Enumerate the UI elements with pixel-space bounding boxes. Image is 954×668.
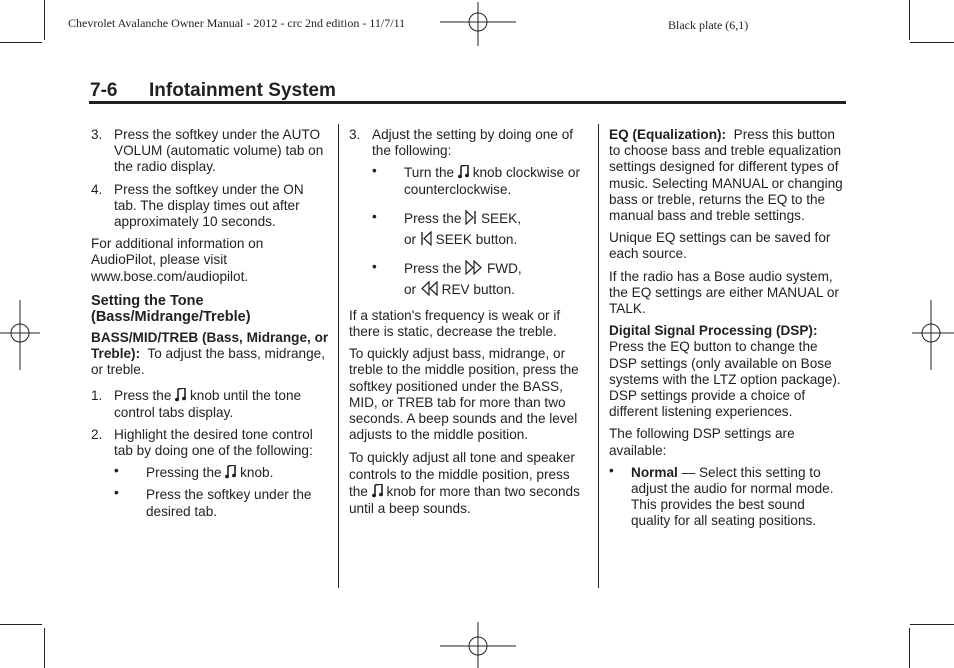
crop-mark (44, 628, 45, 668)
paragraph: If a station's frequency is weak or if there is static, decrease the treble. (349, 307, 561, 340)
section-title: Infotainment System (149, 80, 336, 101)
list-item: • Turn the knob clockwise or counterclockwise. (372, 163, 580, 197)
info-paragraph: For additional information on AudioPilot, please visit www.bose.com/audiopilot. (91, 236, 264, 284)
bass-paragraph: BASS/MID/TREB (Bass, Midrange, or Treble): To adjust the bass, midrange, or treble. (91, 329, 329, 378)
list-item: • Press the FWD, or REV button. (372, 258, 522, 297)
crop-mark (0, 42, 42, 43)
paragraph: To quickly adjust bass, midrange, or treble to the middle position, press the softkey positioned under the BASS, MID, or TREB tab for more than two seconds. A beep sounds and the level adjusts to the middle position. (349, 346, 579, 443)
step-4: 4. Press the softkey under the ON tab. The display times out after approximately 10 seconds. (91, 181, 304, 230)
list-item: • Press the SEEK, or SEEK button. (372, 208, 522, 247)
music-note-knob-icon (175, 388, 186, 402)
registration-mark-icon (440, 622, 516, 668)
step-3: 3. Adjust the setting by doing one of the following: (349, 127, 574, 159)
seek-back-icon (420, 231, 432, 246)
print-header: Chevrolet Avalanche Owner Manual - 2012 - crc 2nd edition - 11/7/11 (68, 16, 406, 30)
crop-mark (0, 624, 42, 625)
list-item: • Normal — Select this setting to adjust the audio for normal mode. This provides the best sound quality for all seating positions. (609, 462, 834, 529)
crop-mark (910, 42, 954, 43)
registration-mark-icon (440, 2, 516, 46)
tone-step-2: 2. Highlight the desired tone control tab by doing one of the following: (91, 426, 313, 459)
crop-mark (44, 0, 45, 40)
paragraph: If the radio has a Bose audio system, the EQ settings are either MANUAL or TALK. (609, 268, 839, 317)
crop-mark (909, 0, 910, 40)
registration-mark-icon (912, 300, 954, 370)
list-item: • Press the softkey under the desired tab. (114, 485, 312, 519)
step-3: 3. Press the softkey under the AUTO VOLUM (automatic volume) tab on the radio display. (91, 127, 324, 175)
dsp-paragraph: Digital Signal Processing (DSP): Press the EQ button to change the DSP settings (only available on Bose systems with the LTZ option package). DSP settings provide a choice of different listening experiences. (609, 323, 841, 420)
registration-mark-icon (0, 300, 40, 370)
plate-label: Black plate (6,1) (668, 18, 749, 32)
rewind-icon (420, 281, 438, 296)
column-3 (609, 127, 847, 536)
column-divider (598, 124, 599, 588)
tone-step-1: 1. Press the knob until the tone control tabs display. (91, 388, 302, 420)
crop-mark (910, 624, 954, 625)
fast-forward-icon (465, 260, 483, 275)
tone-heading: Setting the Tone (Bass/Midrange/Treble) (91, 292, 251, 326)
seek-forward-icon (465, 210, 477, 225)
header-rule (89, 101, 846, 104)
paragraph: To quickly adjust all tone and speaker controls to the middle position, press the knob for more than two seconds until a beep sounds. (349, 450, 580, 517)
column-2 (349, 127, 587, 523)
column-divider (338, 124, 339, 588)
list-item: • Pressing the knob. (114, 463, 274, 481)
paragraph: The following DSP settings are available: (609, 426, 795, 458)
music-note-knob-icon (372, 484, 383, 498)
crop-mark (909, 628, 910, 668)
music-note-knob-icon (458, 165, 469, 179)
music-note-knob-icon (225, 465, 236, 479)
paragraph: Unique EQ settings can be saved for each source. (609, 230, 831, 262)
column-1 (91, 127, 329, 526)
eq-paragraph: EQ (Equalization): Press this button to choose bass and treble equalization settings designed for different types of music. Selecting MANUAL or changing bass or treble, returns the EQ to the manual bass and treble settings. (609, 127, 843, 224)
section-number: 7-6 (90, 80, 118, 101)
